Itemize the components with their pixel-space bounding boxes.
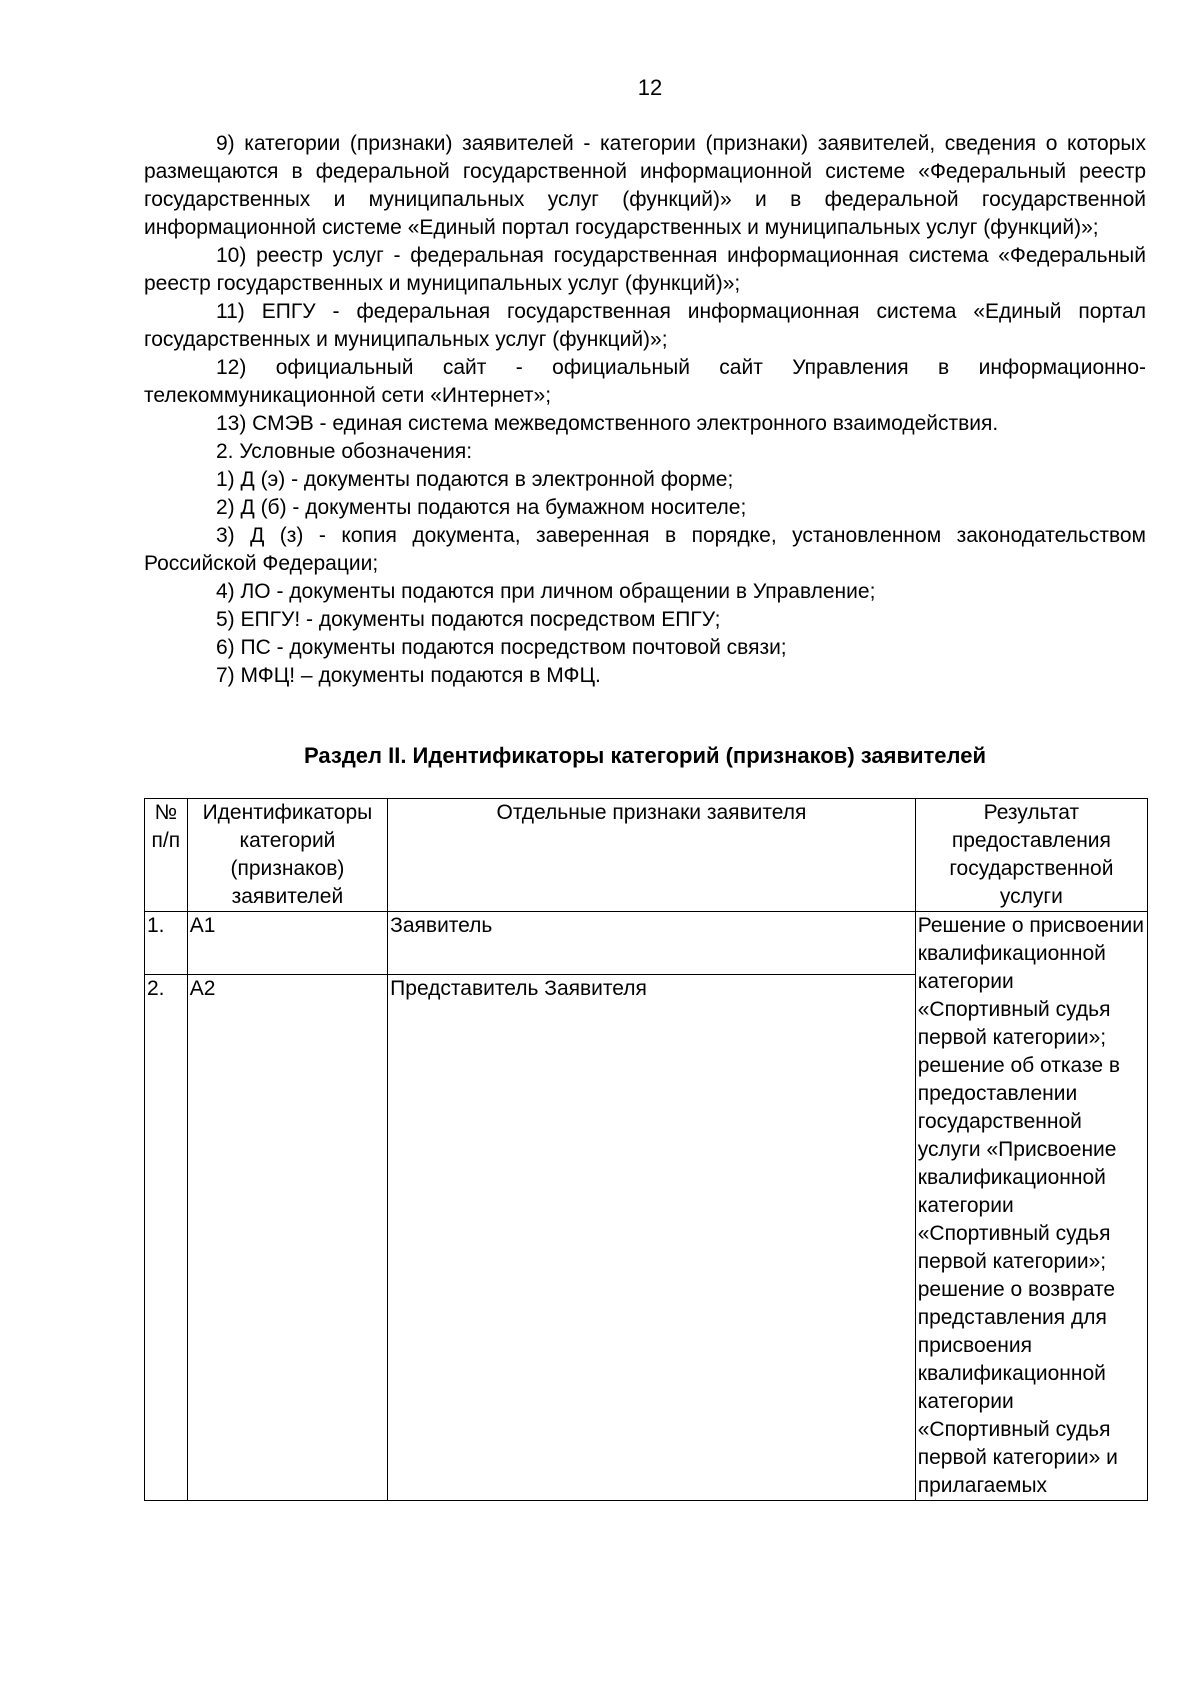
paragraph-conventions-heading: 2. Условные обозначения: xyxy=(216,440,473,463)
header-identifiers: Идентификаторы категорий (признаков) заявителей xyxy=(187,799,387,912)
row-identifier: А2 xyxy=(187,975,387,1501)
paragraph-convention-5: 5) ЕПГУ! - документы подаются посредством ЕПГУ; xyxy=(216,608,721,631)
paragraph-convention-2: 2) Д (б) - документы подаются на бумажном носителе; xyxy=(216,496,747,519)
row-signs: Представитель Заявителя xyxy=(388,975,916,1501)
paragraph-item-9: 9) категории (признаки) заявителей - категории (признаки) заявителей, сведения о которых размещаются в федеральной государственной информационной системе «Федеральный реестр государственных и муниципальных услуг (функций)» и в федеральной государственной информационной системе «Единый портал государственных и муниципальных услуг (функций)»; xyxy=(144,132,1146,239)
row-identifier: А1 xyxy=(187,912,387,975)
paragraph-convention-4: 4) ЛО - документы подаются при личном обращении в Управление; xyxy=(216,580,876,603)
header-result: Результат предоставления государственной услуги xyxy=(915,799,1147,912)
table-row xyxy=(145,912,1148,975)
result-cell: Решение о присвоении квалификационной категории «Спортивный судья первой категории»; решение об отказе в предоставлении государственной услуги «Присвоение квалификационной категории «Спортивный судья первой категории»; решение о возврате представления для присвоения квалификационной категории «Спортивный судья первой категории» и прилагаемых xyxy=(915,912,1147,1501)
paragraph-item-13: 13) СМЭВ - единая система межведомственного электронного взаимодействия. xyxy=(216,412,999,435)
applicant-categories-table xyxy=(144,798,1148,1501)
paragraph-convention-3: 3) Д (з) - копия документа, заверенная в порядке, установленном законодательством Российской Федерации; xyxy=(144,524,1146,575)
paragraph-item-11: 11) ЕПГУ - федеральная государственная информационная система «Единый портал государственных и муниципальных услуг (функций)»; xyxy=(144,300,1146,351)
row-signs: Заявитель xyxy=(388,912,916,975)
paragraph-item-12: 12) официальный сайт - официальный сайт Управления в информационно-телекоммуникационной сети «Интернет»; xyxy=(144,356,1146,407)
section-title: Раздел II. Идентификаторы категорий (признаков) заявителей xyxy=(304,743,986,768)
page-number: 12 xyxy=(637,75,663,100)
header-signs: Отдельные признаки заявителя xyxy=(388,799,916,912)
paragraph-convention-6: 6) ПС - документы подаются посредством почтовой связи; xyxy=(216,636,787,659)
paragraph-item-10: 10) реестр услуг - федеральная государственная информационная система «Федеральный реестр государственных и муниципальных услуг (функций)»; xyxy=(144,244,1146,295)
document-body xyxy=(144,130,1146,690)
row-num: 1. xyxy=(145,912,188,975)
table-header-row xyxy=(145,799,1148,912)
header-num: № п/п xyxy=(145,799,188,912)
row-num: 2. xyxy=(145,975,188,1501)
paragraph-convention-1: 1) Д (э) - документы подаются в электронной форме; xyxy=(216,468,734,491)
paragraph-convention-7: 7) МФЦ! – документы подаются в МФЦ. xyxy=(216,664,601,687)
